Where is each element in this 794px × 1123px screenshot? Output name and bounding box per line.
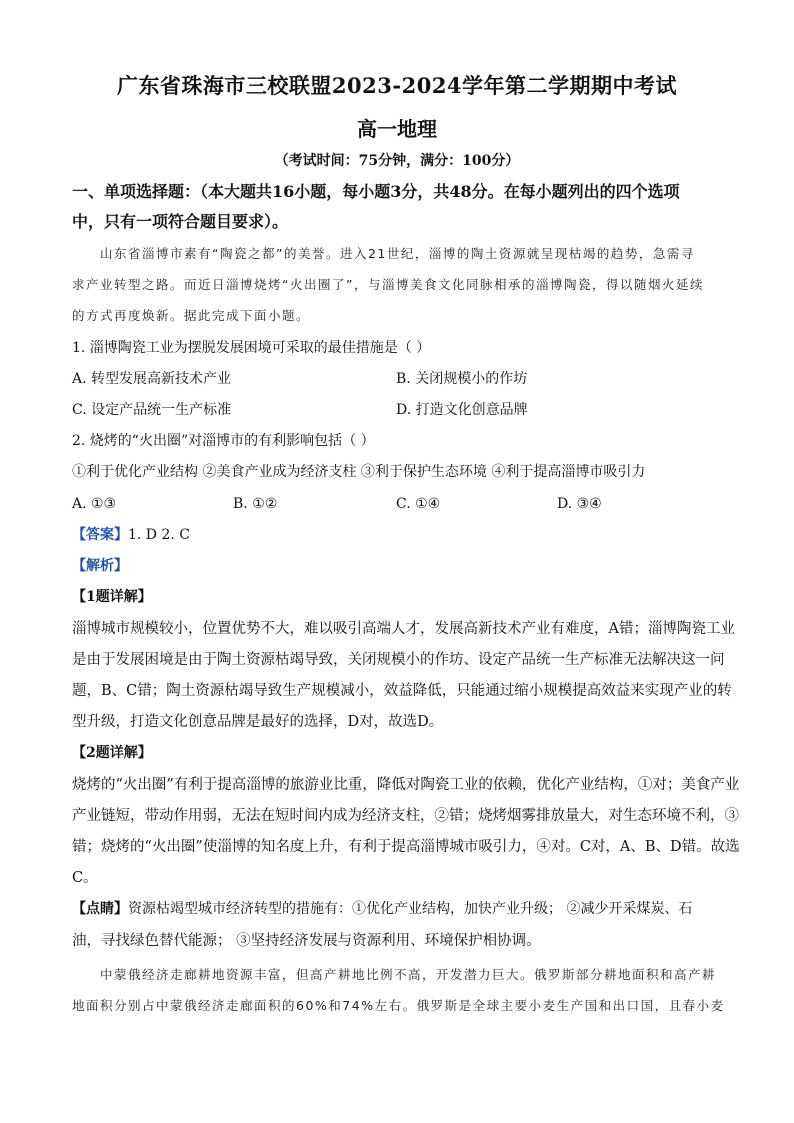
q2-option-c: C. ①④ bbox=[396, 496, 441, 512]
passage1-line: 求产业转型之路。而近日淄博烧烤“火出圈了”，与淄博美食文化同脉相承的淄博陶瓷，得以随烟火延续 bbox=[72, 277, 704, 292]
answer-text: 1. D 2. C bbox=[128, 527, 191, 543]
q1-option-c: C. 设定产品统一生产标准 bbox=[72, 402, 232, 418]
detail2-line: 错；烧烤的“火出圈”使淄博的知名度上升，有利于提高淄博城市吸引力，④对。C对，A、B、D错。故选 bbox=[72, 839, 740, 855]
detail1-line: 淄博城市规模较小，位置优势不大，难以吸引高端人才，发展高新技术产业有难度，A错；淄博陶瓷工业 bbox=[72, 621, 735, 637]
passage2-line: 地面积分别占中蒙俄经济走廊面积的60%和74%左右。俄罗斯是全球主要小麦生产国和出口国，且春小麦 bbox=[72, 998, 725, 1013]
exam-title: 广东省珠海市三校联盟2023-2024学年第二学期期中考试 bbox=[116, 73, 678, 98]
detail2-tag: 【2题详解】 bbox=[72, 745, 152, 761]
detail2-line: 产业链短，带动作用弱，无法在短时间内成为经济支柱，②错；烧烤烟雾排放量大，对生态环境不利，③ bbox=[72, 808, 739, 824]
detail2-line: 烧烤的“火出圈”有利于提高淄博的旅游业比重，降低对陶瓷工业的依赖，优化产业结构，①对；美食产业 bbox=[72, 777, 740, 793]
question-1-stem: 1. 淄博陶瓷工业为摆脱发展困境可采取的最佳措施是（ ） bbox=[72, 340, 431, 356]
passage1-line: 山东省淄博市素有“陶瓷之都”的美誉。进入21世纪，淄博的陶土资源就呈现枯竭的趋势，急需寻 bbox=[100, 246, 695, 261]
section-heading-line2: 中，只有一项符合题目要求）。 bbox=[72, 212, 289, 231]
detail1-line: 型升级，打造文化创意品牌是最好的选择，D对，故选D。 bbox=[72, 714, 444, 730]
highlight-row bbox=[72, 899, 692, 919]
detail1-heading bbox=[72, 587, 152, 607]
passage1-line: 的方式再度焕新。据此完成下面小题。 bbox=[72, 308, 311, 323]
q2-option-d: D. ③④ bbox=[557, 496, 602, 512]
q1-option-b: B. 关闭规模小的作坊 bbox=[396, 371, 528, 387]
highlight-text: 资源枯竭型城市经济转型的措施有：①优化产业结构，加快产业升级； ②减少开采煤炭、石 bbox=[128, 901, 693, 917]
subject-title: 高一地理 bbox=[357, 117, 437, 141]
q2-option-a: A. ①③ bbox=[72, 496, 117, 512]
detail1-line: 是由于发展困境是由于陶土资源枯竭导致，关闭规模小的作坊、设定产品统一生产标准无法解决这一问 bbox=[72, 652, 725, 668]
q1-option-a: A. 转型发展高新技术产业 bbox=[72, 371, 232, 387]
answer-tag: 【答案】 bbox=[72, 527, 128, 543]
analysis-tag: 【解析】 bbox=[72, 558, 128, 574]
highlight-line2: 油，寻找绿色替代能源； ③坚持经济发展与资源利用、环境保护相协调。 bbox=[72, 933, 541, 949]
highlight-tag: 【点睛】 bbox=[72, 901, 128, 917]
detail1-line: 题，B、C错；陶土资源枯竭导致生产规模减小，效益降低，只能通过缩小规模提高效益来实现产业的转 bbox=[72, 683, 732, 699]
answer-row bbox=[72, 525, 190, 545]
q2-statements: ①利于优化产业结构 ②美食产业成为经济支柱 ③利于保护生态环境 ④利于提高淄博市吸引力 bbox=[72, 464, 646, 480]
passage2-line: 中蒙俄经济走廊耕地资源丰富，但高产耕地比例不高，开发潜力巨大。俄罗斯部分耕地面积和高产耕 bbox=[100, 967, 717, 982]
q1-option-d: D. 打造文化创意品牌 bbox=[396, 402, 528, 418]
q2-option-b: B. ①② bbox=[233, 496, 278, 512]
detail2-line: C。 bbox=[72, 870, 98, 886]
detail2-heading bbox=[72, 743, 152, 763]
analysis-row bbox=[72, 556, 128, 576]
detail1-tag: 【1题详解】 bbox=[72, 589, 152, 605]
section-heading-line1: 一、单项选择题：（本大题共16小题，每小题3分，共48分。在每小题列出的四个选项 bbox=[72, 182, 680, 201]
question-2-stem: 2. 烧烤的“火出圈”对淄博市的有利影响包括（ ） bbox=[72, 433, 375, 449]
exam-info: （考试时间：75分钟，满分：100分） bbox=[274, 153, 520, 169]
